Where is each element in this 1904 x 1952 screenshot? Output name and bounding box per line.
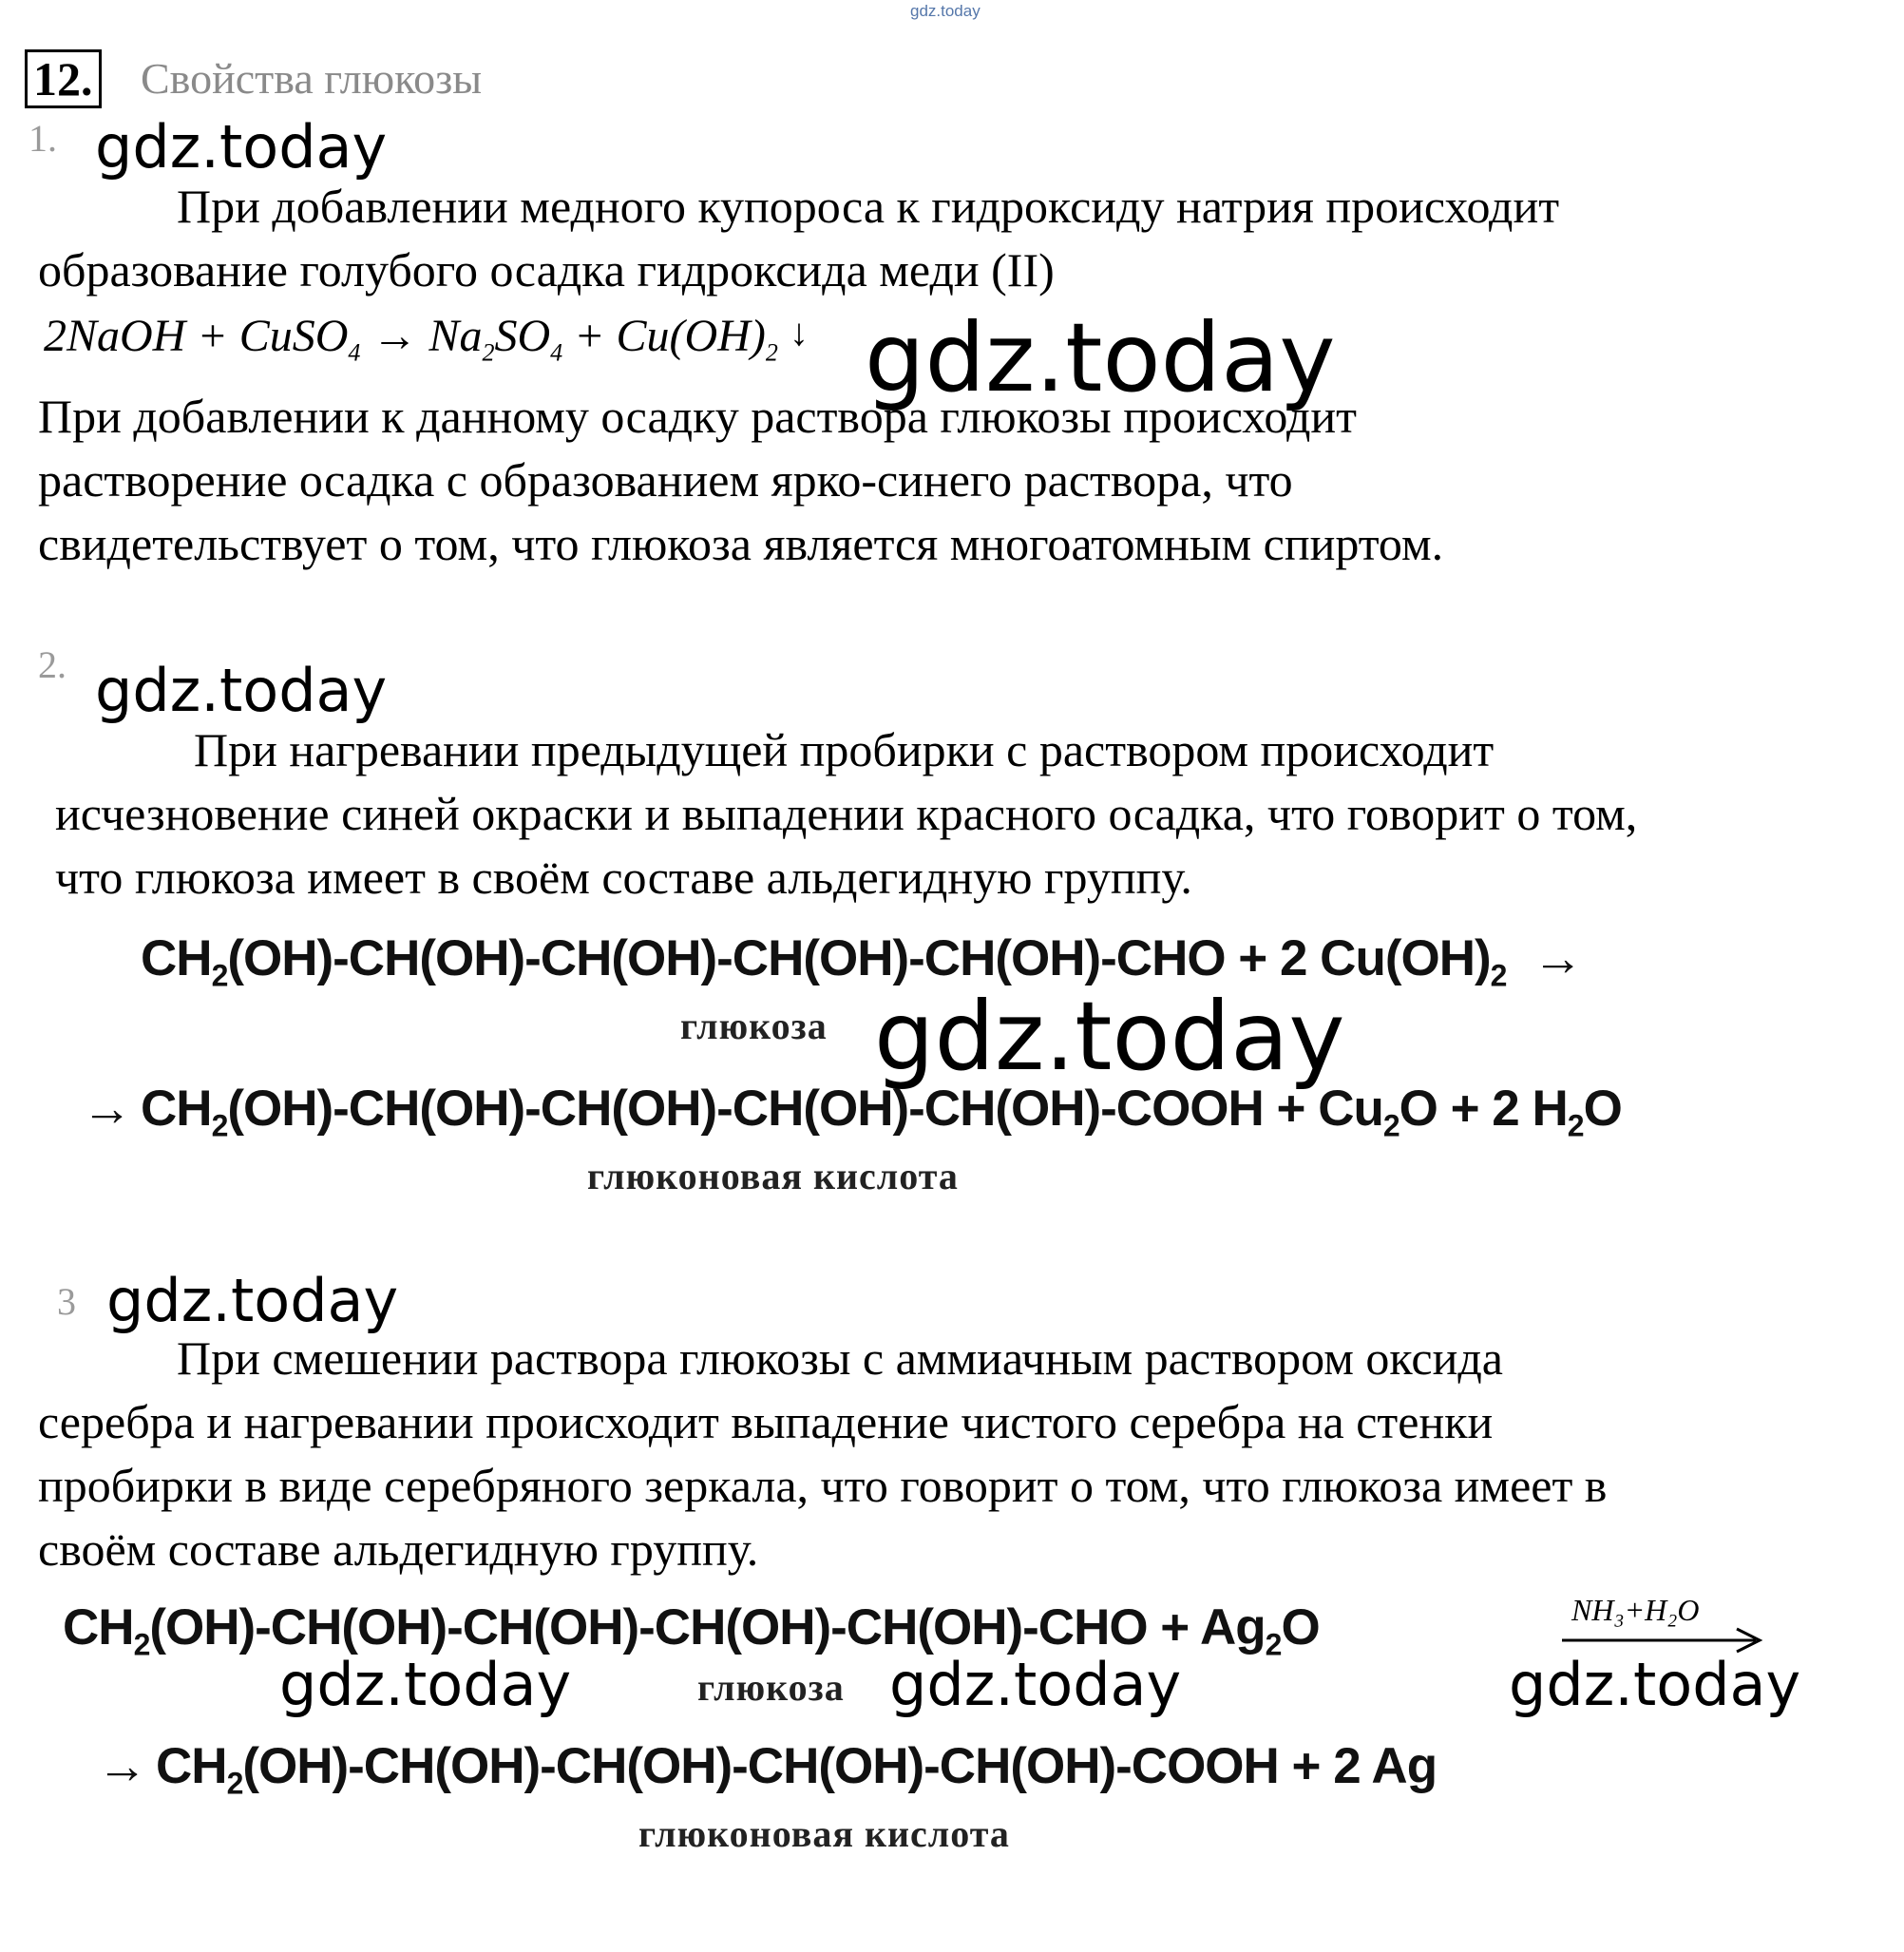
task-number-box: 12. bbox=[25, 49, 102, 108]
section-1-label: 1. bbox=[29, 117, 57, 160]
eq-subscript: 2 bbox=[133, 1627, 150, 1662]
section-2-equation-1 bbox=[141, 929, 1582, 994]
section-2-text-line: При нагревании предыдущей пробирки с раствором происходит bbox=[194, 723, 1495, 776]
eq-subscript: 2 bbox=[1490, 958, 1507, 993]
section-3-equation-2 bbox=[97, 1737, 1437, 1802]
watermark: gdz.today bbox=[95, 656, 388, 725]
eq-subscript: 2 bbox=[1265, 1627, 1282, 1662]
section-2-label: 2. bbox=[38, 643, 67, 686]
watermark: gdz.today bbox=[874, 981, 1345, 1092]
watermark: gdz.today bbox=[1509, 1650, 1801, 1719]
eq-subscript: 2 bbox=[765, 338, 778, 367]
section-3-label: 3 bbox=[57, 1280, 76, 1323]
eq-part: CH bbox=[141, 1081, 212, 1137]
eq-subscript: 2 bbox=[226, 1766, 243, 1801]
watermark: gdz.today bbox=[865, 302, 1336, 413]
section-1-text-line: свидетельствует о том, что глюкоза является многоатомным спиртом. bbox=[38, 517, 1444, 570]
eq-arrow: → bbox=[371, 311, 418, 361]
eq-part: CH bbox=[156, 1738, 227, 1794]
eq-part: (OH)-CH(OH)-CH(OH)-CH(OH)-CH(OH)-CHO + 2 Cu(OH) bbox=[227, 930, 1491, 986]
eq-part: Na bbox=[428, 311, 483, 361]
eq-arrow: → bbox=[97, 1738, 146, 1794]
section-2-text-line: что глюкоза имеет в своём составе альдегидную группу. bbox=[55, 851, 1192, 904]
eq-part: (OH)-CH(OH)-CH(OH)-CH(OH)-CH(OH)-COOH + Cu bbox=[227, 1081, 1383, 1137]
eq-part: O bbox=[1281, 1599, 1320, 1655]
eq-part: O + 2 H bbox=[1399, 1081, 1568, 1137]
section-2-equation-2 bbox=[82, 1080, 1622, 1144]
eq-part: SO bbox=[494, 311, 551, 361]
section-2-text-line: исчезновение синей окраски и выпадении красного осадка, что говорит о том, bbox=[55, 787, 1638, 840]
eq-subscript: 2 bbox=[482, 338, 495, 367]
eq-part: CH bbox=[141, 930, 212, 986]
watermark: gdz.today bbox=[106, 1266, 399, 1335]
eq-subscript: 2 bbox=[1567, 1108, 1584, 1143]
glucose-caption: глюкоза bbox=[697, 1666, 845, 1709]
eq-part: CH bbox=[63, 1599, 134, 1655]
section-3-text-line: своём составе альдегидную группу. bbox=[38, 1522, 759, 1576]
gluconic-acid-caption: глюконовая кислота bbox=[587, 1155, 959, 1197]
precipitate-arrow: ↓ bbox=[789, 311, 809, 354]
gluconic-acid-caption: глюконовая кислота bbox=[638, 1812, 1010, 1855]
section-3-text-line: При смешении раствора глюкозы с аммиачным раствором оксида bbox=[177, 1331, 1503, 1385]
section-1-text-line: При добавлении к данному осадку раствора глюкозы происходит bbox=[38, 390, 1358, 443]
reaction-condition-arrow bbox=[1558, 1593, 1767, 1655]
eq-arrow: → bbox=[82, 1081, 131, 1137]
section-1-text-line: растворение осадка с образованием ярко-синего раствора, что bbox=[38, 453, 1293, 507]
section-3-text-line: серебра и нагревании происходит выпадение чистого серебра на стенки bbox=[38, 1395, 1494, 1448]
long-arrow-icon bbox=[1558, 1598, 1767, 1655]
eq-part: (OH)-CH(OH)-CH(OH)-CH(OH)-CH(OH)-COOH + 2 Ag bbox=[242, 1738, 1438, 1794]
watermark: gdz.today bbox=[889, 1650, 1182, 1719]
eq-subscript: 2 bbox=[211, 1108, 228, 1143]
reaction-condition: NH₃+H₂O bbox=[1571, 1593, 1700, 1627]
page-title: Свойства глюкозы bbox=[141, 54, 483, 103]
eq-subscript: 4 bbox=[550, 338, 563, 367]
top-watermark-url: gdz.today bbox=[910, 2, 981, 20]
eq-subscript: 4 bbox=[348, 338, 361, 367]
eq-part: O bbox=[1583, 1081, 1622, 1137]
section-1-text-line: образование голубого осадка гидроксида меди (II) bbox=[38, 243, 1055, 297]
eq-part: (OH)-CH(OH)-CH(OH)-CH(OH)-CH(OH)-CHO + Ag bbox=[149, 1599, 1266, 1655]
eq-part: 2NaOH + CuSO bbox=[44, 311, 349, 361]
glucose-caption: глюкоза bbox=[680, 1005, 828, 1047]
section-1-equation bbox=[44, 310, 809, 368]
eq-subscript: 2 bbox=[1382, 1108, 1399, 1143]
eq-arrow: → bbox=[1533, 930, 1583, 986]
watermark: gdz.today bbox=[95, 112, 388, 182]
eq-subscript: 2 bbox=[211, 958, 228, 993]
section-1-text-line: При добавлении медного купороса к гидроксиду натрия происходит bbox=[177, 180, 1560, 233]
eq-part: + Cu(OH) bbox=[574, 311, 766, 361]
section-3-text-line: пробирки в виде серебряного зеркала, что говорит о том, что глюкоза имеет в bbox=[38, 1459, 1608, 1512]
watermark: gdz.today bbox=[279, 1650, 572, 1719]
